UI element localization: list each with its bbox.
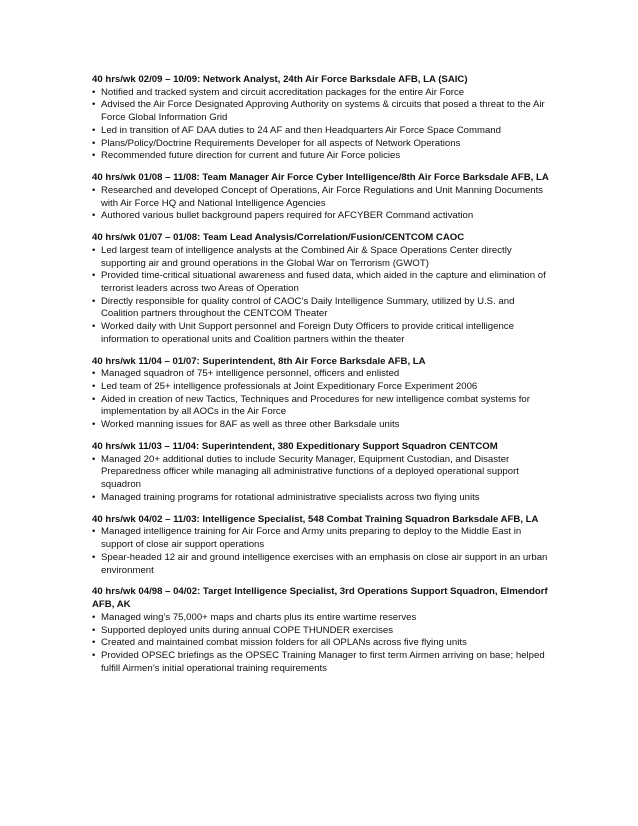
bullet-item: • Spear-headed 12 air and ground intelligence exercises with an emphasis on close air support in an urban environment	[92, 552, 550, 577]
bullet-item: • Worked daily with Unit Support personnel and Foreign Duty Officers to provide critical intelligence information to operational units and Coalition partners within the theater	[92, 321, 550, 346]
bullet-list	[92, 245, 550, 347]
bullet-item: • Led team of 25+ intelligence professionals at Joint Expeditionary Force Experiment 2006	[92, 381, 550, 394]
bullet-list	[92, 368, 550, 432]
bullet-item: • Worked manning issues for 8AF as well as three other Barksdale units	[92, 419, 550, 432]
bullet-list	[92, 185, 550, 223]
bullet-item: • Provided time-critical situational awareness and fused data, which aided in the capture and elimination of terrorist leaders across two Areas of Operation	[92, 270, 550, 295]
job-title: 40 hrs/wk 11/03 – 11/04: Superintendent, 380 Expeditionary Support Squadron CENTCOM	[92, 441, 498, 453]
job-title: 40 hrs/wk 01/07 – 01/08: Team Lead Analysis/Correlation/Fusion/CENTCOM CAOC	[92, 232, 465, 244]
job-entry	[92, 441, 550, 505]
bullet-item: • Authored various bullet background papers required for AFCYBER Command activation	[92, 210, 550, 223]
bullet-list	[92, 87, 550, 163]
job-title: 40 hrs/wk 11/04 – 01/07: Superintendent, 8th Air Force Barksdale AFB, LA	[92, 355, 426, 367]
job-entry	[92, 172, 550, 223]
bullet-item: • Plans/Policy/Doctrine Requirements Developer for all aspects of Network Operations	[92, 138, 550, 151]
resume-page	[92, 74, 550, 685]
job-entry	[92, 586, 550, 675]
bullet-item: • Researched and developed Concept of Operations, Air Force Regulations and Unit Manning Documents with Air Force HQ and National Intelligence Agencies	[92, 185, 550, 210]
bullet-item: • Created and maintained combat mission folders for all OPLANs across five flying units	[92, 637, 550, 650]
job-entry	[92, 514, 550, 578]
bullet-item: • Managed training programs for rotational administrative specialists across two flying units	[92, 492, 550, 505]
job-entry	[92, 356, 550, 432]
bullet-item: • Led in transition of AF DAA duties to 24 AF and then Headquarters Air Force Space Command	[92, 125, 550, 138]
bullet-item: • Managed squadron of 75+ intelligence personnel, officers and enlisted	[92, 368, 550, 381]
bullet-list	[92, 612, 550, 676]
bullet-item: • Provided OPSEC briefings as the OPSEC Training Manager to first term Airmen arriving on base; helped fulfill Airmen’s initial operational training requirements	[92, 650, 550, 675]
bullet-item: • Advised the Air Force Designated Approving Authority on systems & circuits that posed a threat to the Air Force Global Information Grid	[92, 99, 550, 124]
job-title: 40 hrs/wk 04/98 – 04/02: Target Intelligence Specialist, 3rd Operations Support Squadron, Elmendorf AFB, AK	[92, 586, 548, 611]
bullet-item: • Directly responsible for quality control of CAOC’s Daily Intelligence Summary, utilized by U.S. and Coalition partners throughout the CENTCOM Theater	[92, 296, 550, 321]
job-title: 40 hrs/wk 01/08 – 11/08: Team Manager Air Force Cyber Intelligence/8th Air Force Barksdale AFB, LA	[92, 172, 549, 184]
job-entry	[92, 232, 550, 346]
job-title: 40 hrs/wk 04/02 – 11/03: Intelligence Specialist, 548 Combat Training Squadron Barksdale AFB, LA	[92, 513, 539, 525]
bullet-item: • Managed intelligence training for Air Force and Army units preparing to deploy to the Middle East in support of close air support operations	[92, 526, 550, 551]
bullet-list	[92, 526, 550, 577]
job-title: 40 hrs/wk 02/09 – 10/09: Network Analyst, 24th Air Force Barksdale AFB, LA (SAIC)	[92, 74, 468, 85]
bullet-item: • Notified and tracked system and circuit accreditation packages for the entire Air Force	[92, 87, 550, 100]
bullet-item: • Led largest team of intelligence analysts at the Combined Air & Space Operations Center directly supporting air and ground operations in the Global War on Terrorism (GWOT)	[92, 245, 550, 270]
bullet-item: • Aided in creation of new Tactics, Techniques and Procedures for new intelligence combat systems for implementation by all AOCs in the Air Force	[92, 394, 550, 419]
bullet-item: • Recommended future direction for current and future Air Force policies	[92, 150, 550, 163]
job-entry	[92, 74, 550, 163]
bullet-item: • Supported deployed units during annual COPE THUNDER exercises	[92, 625, 550, 638]
bullet-item: • Managed wing’s 75,000+ maps and charts plus its entire wartime reserves	[92, 612, 550, 625]
bullet-item: • Managed 20+ additional duties to include Security Manager, Equipment Custodian, and Disaster Preparedness officer while managing all administrative functions of a deployed operational support squadron	[92, 454, 550, 492]
bullet-list	[92, 454, 550, 505]
